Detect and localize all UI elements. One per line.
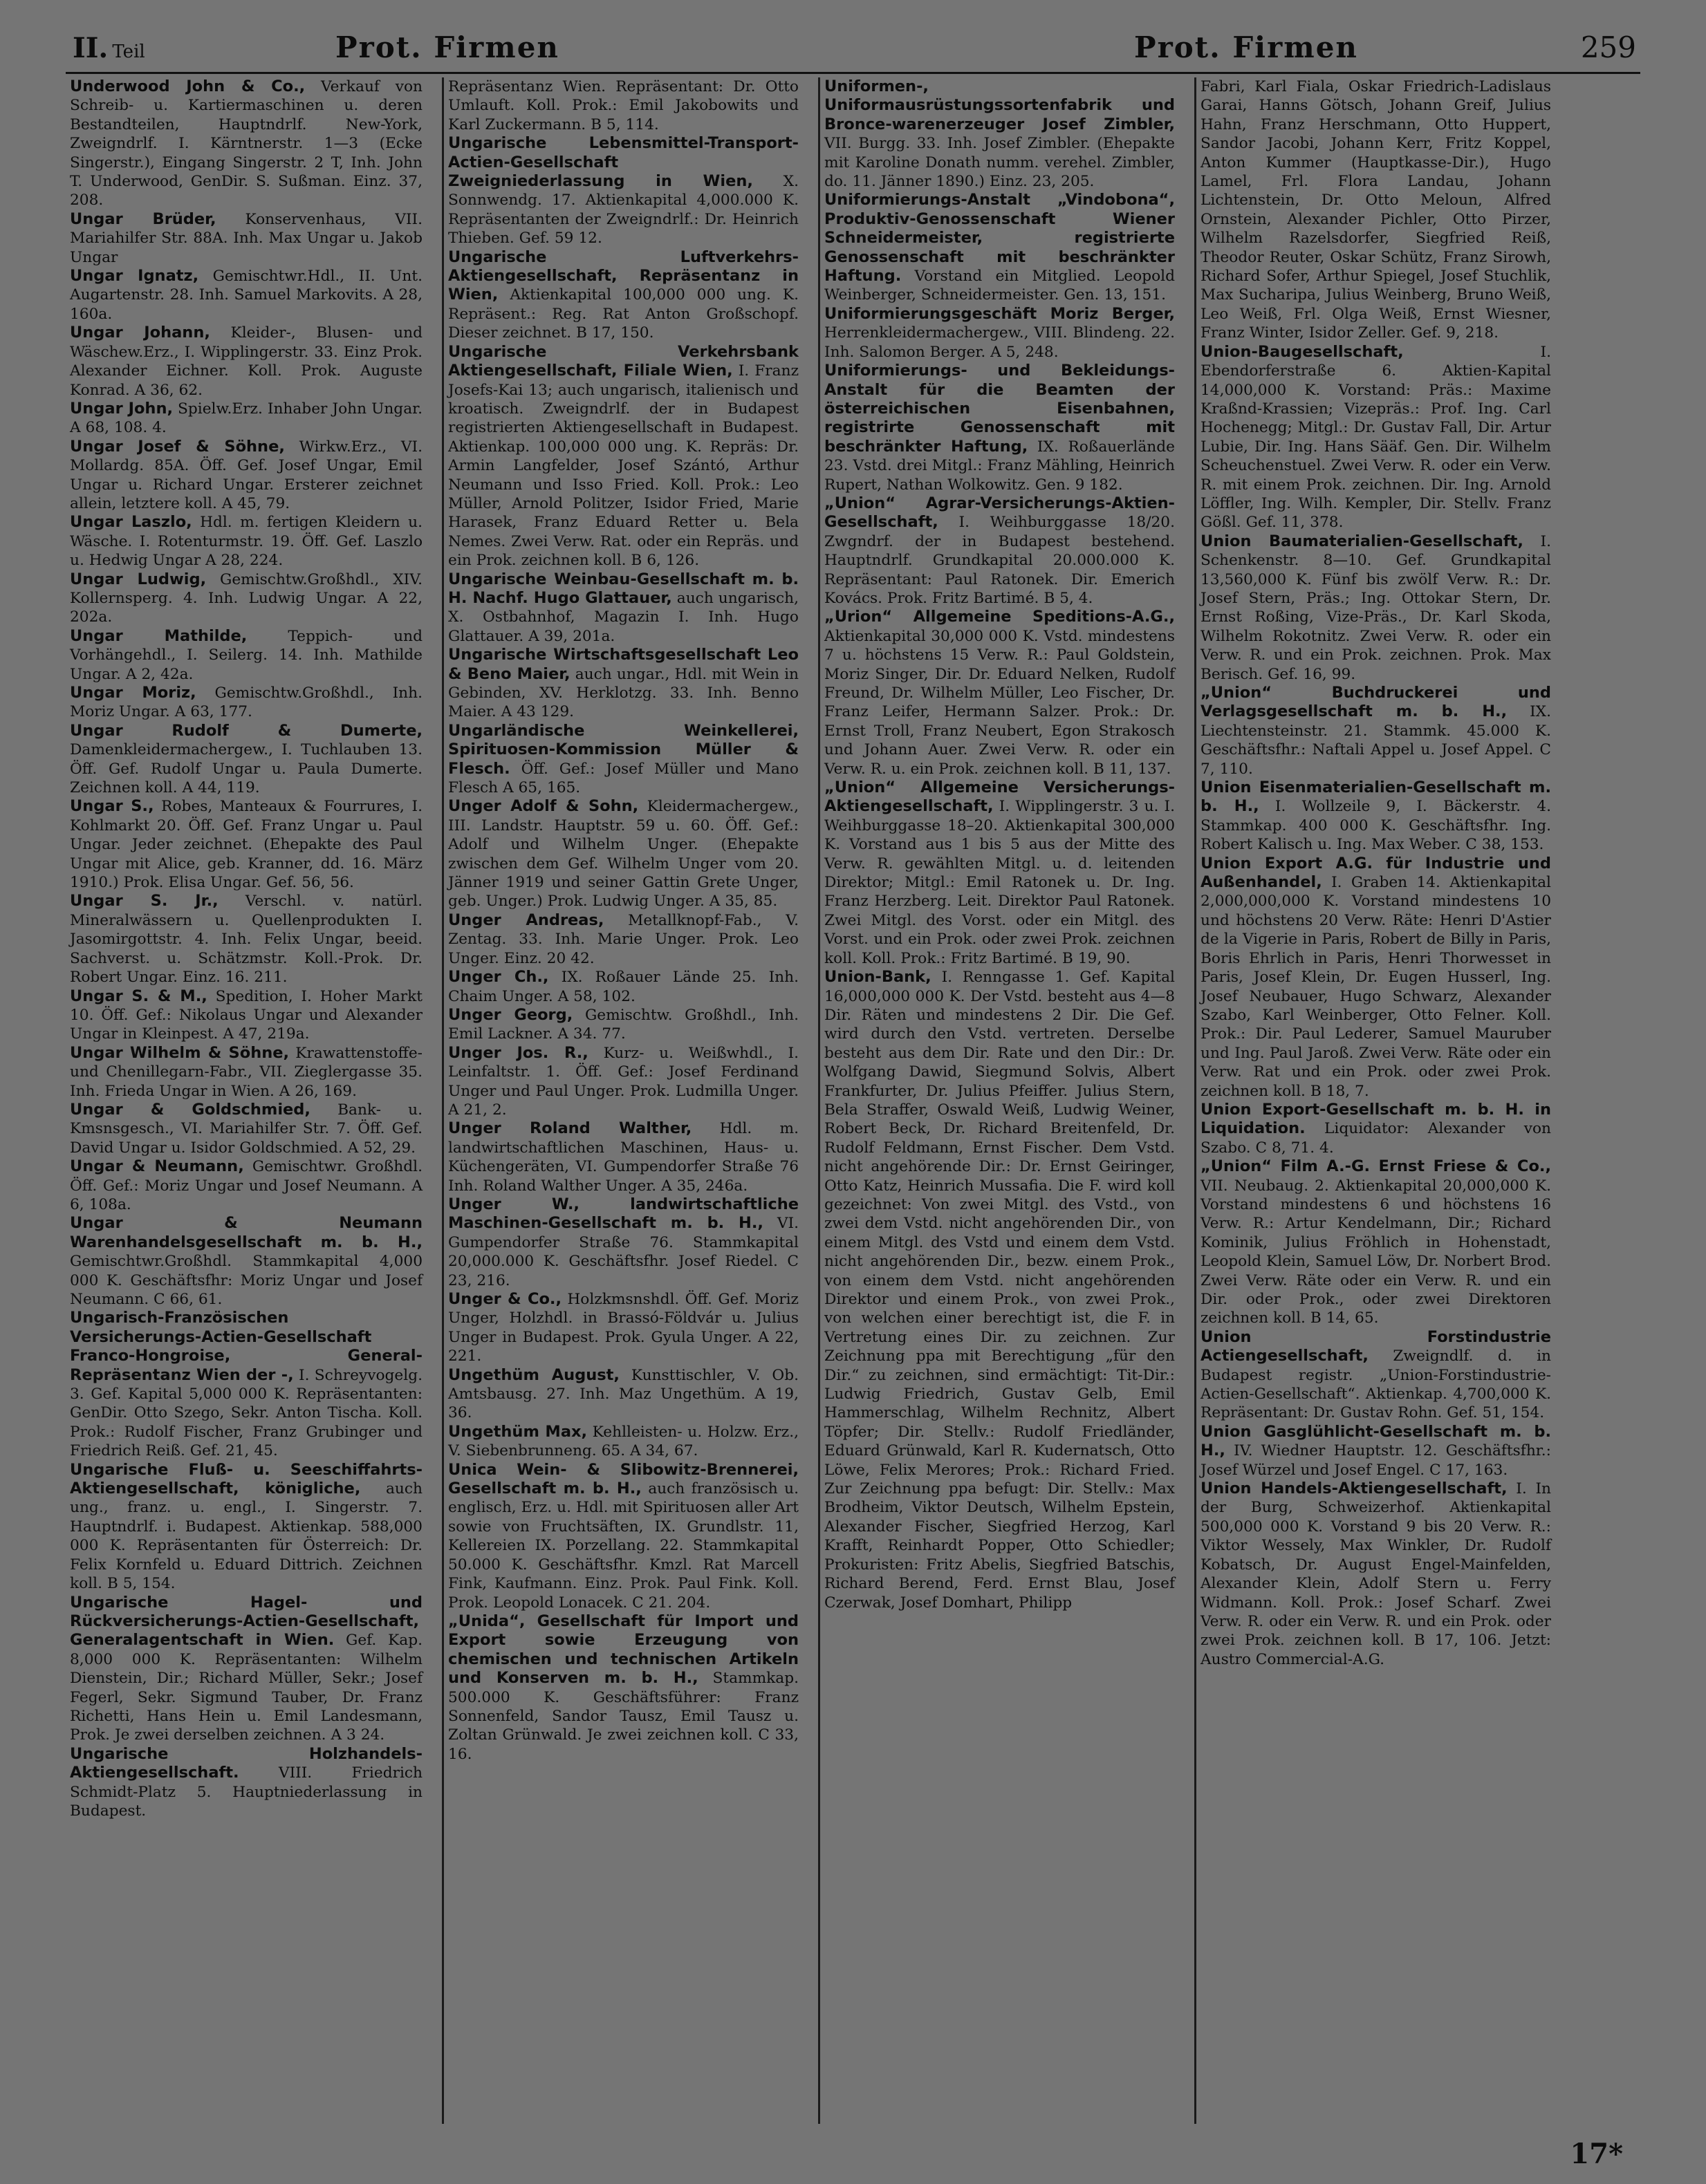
firm-details: Öff. Gef.: Josef Müller und Mano Flesch A 65, 165.	[448, 760, 799, 797]
directory-entry	[70, 1044, 423, 1101]
directory-entry	[448, 1290, 799, 1366]
firm-name: Uniformierungsgeschäft Moriz Berger,	[824, 304, 1175, 323]
firm-details: Gemischtw. Großhdl., Inh. Emil Lackner. A 34. 77.	[448, 1006, 799, 1043]
firm-name: „Union“ Allgemeine Versicherungs-Aktiengesellschaft,	[824, 778, 1175, 816]
firm-name: „Unida“, Gesellschaft für Import und Export sowie Erzeugung von chemischen und technischen Artikeln und Konserven m. b. H.,	[448, 1612, 799, 1688]
firm-name: Unger Ch.,	[448, 968, 549, 987]
directory-entry	[70, 210, 423, 267]
firm-details: Bank- u. Kmsnsgesch., VI. Mariahilfer Str. 7. Öff. Gef. David Ungar u. Isidor Goldschmied. A 52, 29.	[70, 1101, 423, 1157]
directory-entry	[1200, 343, 1551, 532]
firm-name: Unger W., landwirtschaftliche Maschinen-Gesellschaft m. b. H.,	[448, 1195, 799, 1233]
firm-name: Uniformierungs- und Bekleidungs-Anstalt für die Beamten der österreichischen Eisenbahnen, registrirte Genossenschaft mit beschränkter Haftung,	[824, 362, 1175, 456]
directory-columns	[66, 77, 1572, 2131]
directory-entry	[448, 911, 799, 968]
firm-name: Union Export-Gesellschaft m. b. H. in Liquidation.	[1200, 1100, 1551, 1138]
directory-entry	[70, 1594, 423, 1745]
firm-name: Ungar & Neumann,	[70, 1157, 244, 1176]
firm-details: Holzkmsnshdl. Öff. Gef. Moriz Unger, Holzhdl. in Brassó-Földvár u. Julius Unger in Budapest. Prok. Gyula Unger. A 22, 221.	[448, 1291, 799, 1365]
page-number: 259	[1580, 30, 1636, 64]
directory-entry	[448, 248, 799, 343]
directory-entry	[70, 438, 423, 514]
firm-name: Ungar S. & M.,	[70, 987, 207, 1005]
directory-entry	[824, 494, 1175, 608]
directory-entry	[1200, 532, 1551, 684]
directory-entry	[824, 968, 1175, 1612]
firm-name: Ungar S.,	[70, 797, 154, 816]
firm-details: IV. Wiedner Hauptstr. 12. Geschäftsfhr.: Josef Würzel und Josef Engel. C 17, 163.	[1200, 1442, 1551, 1479]
firm-name: Ungar & Goldschmied,	[70, 1100, 310, 1119]
firm-details: IX. Liechtensteinstr. 21. Stammk. 45.000 K. Geschäftsfhr.: Naftali Appel u. Josef Appel. C 7, 110.	[1200, 703, 1551, 778]
firm-details: Kehlleisten- u. Holzw. Erz., V. Siebenbrunneng. 65. A 34, 67.	[448, 1423, 799, 1460]
firm-name: Ungarische Lebensmittel-Transport-Actien-Gesellschaft Zweigniederlassung in Wien,	[448, 134, 799, 191]
firm-name: Union Forstindustrie Actiengesellschaft,	[1200, 1327, 1551, 1365]
firm-details: Damenkleidermachergew., I. Tuchlauben 13. Öff. Gef. Rudolf Ungar u. Paula Dumerte. Zeichnen koll. A 44, 119.	[70, 741, 423, 797]
firm-details: Gemischtw.Großhdl., Inh. Moriz Ungar. A 63, 177.	[70, 684, 423, 721]
directory-entry	[70, 400, 423, 438]
firm-name: Ungarische Holzhandels-Aktiengesellschaft.	[70, 1744, 423, 1782]
firm-name: Ungar Josef & Söhne,	[70, 437, 285, 456]
firm-details: VII. Neubaug. 2. Aktienkapital 20,000,000 K. Vorstand mindestens 6 und höchstens 16 Verw. R.: Artur Kendelmann, Dir.; Richard Kominik, Julius Fröhlich in Hohenstadt, Leopold Klein, Samuel Löw, Dr. Norbert Brod. Zwei Verw. Räte oder ein Verw. R. und ein Dir. oder Prok., oder zwei Direktoren zeichnen koll. B 14, 65.	[1200, 1177, 1551, 1327]
firm-details: IX. Roßauer Lände 25. Inh. Chaim Unger. A 58, 102.	[448, 969, 799, 1005]
firm-name: Union-Baugesellschaft,	[1200, 342, 1404, 361]
page-header	[66, 28, 1640, 74]
firm-name: Ungarische Fluß- u. Seeschiffahrts-Aktiengesellschaft, königliche,	[70, 1460, 423, 1498]
directory-entry	[70, 1309, 423, 1460]
firm-details: I. Schreyvogelg. 3. Gef. Kapital 5,000 000 K. Repräsentanten: GenDir. Otto Szego, Sekr. Anton Tischa. Koll. Prok.: Rudolf Fischer, Franz Grubinger und Friedrich Reiß. Gef. 21, 45.	[70, 1366, 423, 1460]
firm-name: Union Baumaterialien-Gesellschaft,	[1200, 532, 1523, 550]
firm-name: Ungar Brüder,	[70, 209, 216, 228]
firm-details: I. Schenkenstr. 8—10. Gef. Grundkapital 13,560,000 K. Fünf bis zwölf Verw. R.: Dr. Josef Stern, Präs.; Ing. Ottokar Stern, Dr. Ernst Roßing, Vize-Präs., Dr. Karl Skoda, Wilhelm Rokotnitz. Zwei Verw. R. oder ein Verw. R. und ein Prok. zeichnen. Prok. Max Berisch. Gef. 16, 99.	[1200, 532, 1551, 683]
firm-name: Ungarische Verkehrsbank Aktiengesellschaft, Filiale Wien,	[448, 342, 799, 380]
directory-entry	[1200, 1328, 1551, 1423]
firm-details: Gef. Kap. 8,000 000 K. Repräsentanten: Wilhelm Dienstein, Dir.; Richard Müller, Sekr.; Josef Fegerl, Sekr. Sigmund Tauber, Dr. Franz Richetti, Hans Hein u. Emil Landesmann, Prok. Je zwei derselben zeichnen. A 3 24.	[70, 1632, 423, 1744]
firm-name: „Union“ Film A.-G. Ernst Friese & Co.,	[1200, 1157, 1551, 1176]
firm-details: Robes, Manteaux & Fourrures, I. Kohlmarkt 20. Öff. Gef. Franz Ungar u. Paul Ungar. Jeder zeichnet. (Ehepakte des Paul Ungar mit Alice, geb. Kranner, dd. 16. März 1910.) Prok. Elisa Ungar. Gef. 56, 56.	[70, 798, 423, 892]
directory-entry	[824, 191, 1175, 304]
directory-entry	[448, 1423, 799, 1461]
firm-details: Gemischtwr.Großhdl. Stammkapital 4,000 000 K. Geschäftsfhr: Moriz Ungar und Josef Neumann. C 66, 61.	[70, 1253, 423, 1308]
firm-details: Teppich- und Vorhängehdl., I. Seilerg. 14. Inh. Mathilde Ungar. A 2, 42a.	[70, 627, 423, 683]
firm-details: I. Renngasse 1. Gef. Kapital 16,000,000 000 K. Der Vstd. besteht aus 4—8 Dir. Räten und mindestens 2 Dir. Die Gef. wird durch den Vstd. vertreten. Derselbe besteht aus dem Dir. Rate und den Dir.: Dr. Wolfgang Dawid, Siegmund Solvis, Albert Frankfurter, Dr. Julius Pfeiffer. Julius Stern, Bela Straffer, Oswald Weiß, Ludwig Weiner, Robert Beck, Dr. Richard Breitenfeld, Dr. Rudolf Feldmann, Ernst Fischer. Dem Vstd. nicht angehörende Dir.: Dr. Ernst Geiringer, Otto Katz, Heinrich Mussafia. Die F. wird koll gezeichnet: Von zwei Mitgl. des Vstd., von zwei dem Vstd. nicht angehörenden Dir., von einem Mitgl. des Vstd und einem dem Vstd. nicht angehörenden Dir., bezw. einem Prok., von einem dem Vstd. nicht angehörenden Direktor und einem Prok., von zwei Prok., von welchen einer berechtigt ist, die F. in Vertretung eines Dir. zu zeichnen. Zur Zeichnung ppa mit Berechtigung „für den Dir.“ zu zeichnen, sind ermächtigt: Tit-Dir.: Ludwig Friedrich, Gustav Gelb, Emil Hammerschlag, Wilhelm Rechnitz, Albert Töpfer; Dir. Stellv.: Rudolf Friedländer, Eduard Grünwald, Karl R. Kudernatsch, Otto Löwe, Felix Merores; Prok.: Richard Fried. Zur Zeichnung ppa befugt: Dir. Stellv.: Max Brodheim, Viktor Deutsch, Wilhelm Epstein, Alexander Fischer, Siegfried Herzog, Karl Krafft, Reinhardt Popper, Otto Schiedler; Prokuristen: Fritz Abelis, Siegfried Batschis, Richard Berend, Ferd. Ernst Blau, Josef Czerwak, Josef Domhart, Philipp	[824, 969, 1175, 1612]
firm-name: Ungar Moriz,	[70, 684, 196, 702]
directory-entry	[70, 1214, 423, 1309]
directory-entry	[70, 684, 423, 722]
directory-entry	[1200, 1480, 1551, 1669]
directory-entry	[448, 646, 799, 722]
firm-name: Ungethüm Max,	[448, 1422, 588, 1441]
firm-name: Unger Adolf & Sohn,	[448, 797, 639, 816]
directory-entry	[70, 987, 423, 1044]
firm-name: Ungar Wilhelm & Söhne,	[70, 1043, 290, 1062]
firm-details: Kleider-, Blusen- und Wäschew.Erz., I. Wipplingerstr. 33. Einz Prok. Alexander Eichner. Koll. Prok. Auguste Konrad. A 36, 62.	[70, 324, 423, 399]
firm-details: auch ungar., Hdl. mit Wein in Gebinden, XV. Herklotzg. 33. Inh. Benno Maier. A 43 129.	[448, 665, 799, 721]
directory-entry	[1200, 1101, 1551, 1157]
firm-details: Konservenhaus, VII. Mariahilfer Str. 88A. Inh. Max Ungar u. Jakob Ungar	[70, 210, 423, 266]
firm-details: Gemischtwr.Hdl., II. Unt. Augartenstr. 28. Inh. Samuel Markovits. A 28, 160a.	[70, 268, 423, 323]
firm-name: Union Export A.G. für Industrie und Außenhandel,	[1200, 854, 1551, 892]
directory-entry	[448, 1195, 799, 1290]
firm-details: VIII. Friedrich Schmidt-Platz 5. Hauptniederlassung in Budapest.	[70, 1764, 423, 1820]
firm-name: Ungar John,	[70, 399, 174, 418]
directory-entry	[1200, 684, 1551, 778]
running-title-left: Prot. Firmen	[335, 30, 559, 64]
firm-name: Ungethüm August,	[448, 1365, 620, 1384]
firm-name: Ungarische Weinbau-Gesellschaft m. b. H. Nachf. Hugo Glattauer,	[448, 570, 799, 607]
firm-details: Verkauf von Schreib- u. Kartiermaschinen u. deren Bestandteilen, Hauptndrlf. New-York, Zweigndrlf. I. Kärntnerstr. 1—3 (Ecke Singerstr.), Eingang Singerstr. 2 T, Inh. John T. Underwood, GenDir. S. Sußman. Einz. 37, 208.	[70, 78, 423, 209]
firm-details: I. Franz Josefs-Kai 13; auch ungarisch, italienisch und kroatisch. Zweigndrlf. der in Budapest registrierten Aktiengesellschaft in Budapest. Aktienkap. 100,000 000 ung. K. Repräs: Dr. Armin Langfelder, Josef Szántó, Arthur Neumann und Isso Fried. Koll. Prok.: Leo Müller, Arnold Politzer, Isidor Fried, Marie Harasek, Franz Eduard Retter u. Bela Nemes. Zwei Verw. Rat. oder ein Repräs. und ein Prok. zeichnen koll. B 6, 126.	[448, 362, 799, 570]
firm-details: IX. Roßauerlände 23. Vstd. drei Mitgl.: Franz Mähling, Heinrich Rupert, Nathan Wolkowitz. Gen. 9 182.	[824, 438, 1175, 494]
firm-details: Hdl. m. fertigen Kleidern u. Wäsche. I. Rotenturmstr. 19. Öff. Gef. Laszlo u. Hedwig Ungar A 28, 224.	[70, 514, 423, 570]
firm-name: Ungarisch-Französischen Versicherungs-Actien-Gesellschaft Franco-Hongroise, General-Repräsentanz Wien der -,	[70, 1309, 423, 1384]
firm-details: I. Graben 14. Aktienkapital 2,000,000,000 K. Vorstand mindestens 10 und höchstens 20 Verw. Räte: Henri D'Astier de la Vigerie in Paris, Robert de Billy in Paris, Boris Ehrlich in Paris, Henri Thorwesset in Paris, Josef Klein, Dr. Eugen Husserl, Ing. Josef Neubauer, Hugo Schwarz, Alexander Szabo, Karl Weinberger, Otto Felner. Koll. Prok.: Dir. Paul Lederer, Samuel Mauruber und Ing. Paul Jaroß. Zwei Verw. Räte oder ein Verw. Rat und ein Prok. oder zwei Prok. zeichnen koll. B 18, 7.	[1200, 874, 1551, 1100]
firm-name: Ungar Ludwig,	[70, 570, 207, 588]
firm-name: Ungarische Wirtschaftsgesellschaft Leo & Beno Maier,	[448, 646, 799, 683]
firm-details: Fabri, Karl Fiala, Oskar Friedrich-Ladislaus Garai, Hanns Götsch, Johann Greif, Julius Hahn, Franz Herschmann, Otto Huppert, Sandor Jacobi, Johann Kerr, Fritz Koppel, Anton Kummer (Hauptkasse-Dir.), Hugo Lamel, Frl. Flora Landau, Johann Lichtenstein, Dr. Otto Meloun, Alfred Ornstein, Alexander Pichler, Otto Pirzer, Wilhelm Razelsdorfer, Siegfried Reiß, Theodor Reuter, Oskar Schütz, Franz Sirowh, Richard Sofer, Arthur Spiegel, Josef Stuchlik, Max Sucharipa, Julius Weinberg, Bruno Weiß, Leo Weiß, Frl. Olga Weiß, Ernst Wiesner, Franz Winter, Isidor Zeller. Gef. 9, 218.	[1200, 78, 1551, 342]
directory-entry	[448, 1366, 799, 1423]
firm-details: Liquidator: Alexander von Szabo. C 8, 71. 4.	[1200, 1120, 1551, 1157]
firm-details: Zweigndlf. d. in Budapest registr. „Union-Forstindustrie-Actien-Gesellschaft“. Aktienkap. 4,700,000 K. Repräsentant: Dr. Gustav Rohn. Gef. 51, 154.	[1200, 1347, 1551, 1422]
firm-details: I. Wipplingerstr. 3 u. I. Weihburggasse 18–20. Aktienkapital 300,000 K. Vorstand aus 1 bis 5 aus der Mitte des Verw. R. gewählten Mitgl. u. d. leitenden Direktor; Mitgl.: Emil Ratonek u. Dr. Ing. Franz Herzberg. Leit. Direktor Paul Ratonek. Zwei Mitgl. des Vorst. oder ein Mitgl. des Vorst. und ein Prok. oder zwei Prok. zeichnen koll. Koll. Prok.: Fritz Bartimé. B 19, 90.	[824, 798, 1175, 967]
firm-details: Vorstand ein Mitglied. Leopold Weinberger, Schneidermeister. Gen. 13, 151.	[824, 268, 1175, 304]
directory-entry	[70, 1101, 423, 1157]
firm-details: Metallknopf-Fab., V. Zentag. 33. Inh. Marie Unger. Prok. Leo Unger. Einz. 20 42.	[448, 911, 799, 967]
directory-entry	[448, 1461, 799, 1612]
firm-details: X. Sonnwendg. 17. Aktienkapital 4,000.000 K. Repräsentanten der Zweigndrlf.: Dr. Heinrich Thieben. Gef. 59 12.	[448, 173, 799, 248]
directory-entry	[70, 892, 423, 987]
firm-details: I. Ebendorferstraße 6. Aktien-Kapital 14,000,000 K. Vorstand: Präs.: Maxime Kraßnd-Krassien; Vizepräs.: Prof. Ing. Carl Hochenegg; Mitgl.: Dr. Gustav Fall, Dir. Artur Lubie, Dir. Ing. Hans Sääf. Gen. Dir. Wilhelm Scheuchenstuel. Zwei Verw. R. oder ein Verw. R. mit einem Prok. zeichnen. Dir. Ing. Arnold Löffler, Ing. Wilh. Kempler, Dir. Stellv. Franz Gößl. Gef. 11, 378.	[1200, 343, 1551, 532]
directory-entry	[70, 1157, 423, 1214]
directory-entry	[824, 305, 1175, 362]
directory-entry	[448, 570, 799, 646]
firm-name: „Union“ Buchdruckerei und Verlagsgesellschaft m. b. H.,	[1200, 684, 1551, 721]
firm-name: Union Gasglühlicht-Gesellschaft m. b. H.,	[1200, 1422, 1551, 1460]
firm-name: Ungarische Luftverkehrs-Aktiengesellschaft, Repräsentanz in Wien,	[448, 248, 799, 304]
firm-name: Ungar Rudolf & Dumerte,	[70, 721, 423, 740]
directory-entry	[448, 1044, 799, 1120]
directory-entry	[70, 1461, 423, 1594]
directory-entry	[70, 722, 423, 798]
firm-name: Ungarische Hagel- und Rückversicherungs-Actien-Gesellschaft, Generalagentschaft in Wien.	[70, 1593, 423, 1650]
firm-details: auch ungarisch, X. Ostbahnhof, Magazin I. Inh. Hugo Glattauer. A 39, 201a.	[448, 589, 799, 645]
firm-details: Krawattenstoffe- und Chenillegarn-Fabr., VII. Zieglergasse 35. Inh. Frieda Ungar in Wien. A 26, 169.	[70, 1044, 423, 1100]
directory-entry	[1200, 1423, 1551, 1480]
firm-details: I. Weihburggasse 18/20. Zwgndrf. der in Budapest bestehend. Hauptndrlf. Grundkapital 20.000.000 K. Repräsentant: Paul Ratonek. Dir. Emerich Kovács. Prok. Fritz Bartimé. B 5, 4.	[824, 514, 1175, 607]
firm-details: Kleidermachergew., III. Landstr. Hauptstr. 59 u. 60. Öff. Gef.: Adolf und Wilhelm Unger. (Ehepakte zwischen dem Gef. Wilhelm Unger vom 20. Jänner 1919 und seiner Gattin Grete Unger, geb. Unger.) Prok. Ludwig Unger. A 35, 85.	[448, 798, 799, 911]
directory-entry	[70, 77, 423, 210]
directory-entry	[824, 362, 1175, 494]
column-3	[818, 77, 1179, 2124]
directory-entry	[824, 608, 1175, 778]
firm-name: Underwood John & Co.,	[70, 77, 306, 95]
directory-entry	[448, 968, 799, 1006]
firm-name: Ungar Ignatz,	[70, 267, 199, 286]
directory-entry	[70, 513, 423, 570]
firm-name: Unica Wein- & Slibowitz-Brennerei, Gesellschaft m. b. H.,	[448, 1460, 799, 1498]
firm-name: Uniformierungs-Anstalt „Vindobona“, Produktiv-Genossenschaft Wiener Schneidermeister, registrierte Genossenschaft mit beschränkter Haftung.	[824, 191, 1175, 286]
firm-details: Kurz- u. Weißwhdl., I. Leinfaltstr. 1. Öff. Gef.: Josef Ferdinand Unger und Paul Unger. Prok. Ludmilla Unger. A 21, 2.	[448, 1044, 799, 1119]
firm-name: Union-Bank,	[824, 968, 931, 987]
directory-entry	[448, 797, 799, 911]
firm-details: Gemischtw.Großhdl., XIV. Kollernsperg. 4. Inh. Ludwig Ungar. A 22, 202a.	[70, 570, 423, 626]
directory-entry	[448, 77, 799, 134]
directory-entry	[448, 1119, 799, 1195]
column-4	[1194, 77, 1555, 2124]
firm-details: Spielw.Erz. Inhaber John Ungar. A 68, 108. 4.	[70, 400, 423, 437]
firm-name: Ungarländische Weinkellerei, Spirituosen-Kommission Müller & Flesch.	[448, 721, 799, 778]
directory-entry	[1200, 855, 1551, 1101]
column-1	[66, 77, 427, 2124]
firm-details: Stammkap. 500.000 K. Geschäftsführer: Franz Sonnenfeld, Sandor Tausz, Emil Tausz u. Zoltan Grünwald. Je zwei zeichnen koll. C 33, 16.	[448, 1670, 799, 1763]
firm-details: VII. Burgg. 33. Inh. Josef Zimbler. (Ehepakte mit Karoline Donath numm. verehel. Zimbler, do. 11. Jänner 1890.) Einz. 23, 205.	[824, 135, 1175, 191]
directory-entry	[448, 1006, 799, 1044]
directory-entry	[70, 267, 423, 324]
directory-entry	[1200, 1157, 1551, 1328]
firm-name: Ungar Laszlo,	[70, 513, 192, 532]
directory-entry	[70, 324, 423, 400]
directory-entry	[70, 570, 423, 627]
directory-entry	[70, 797, 423, 892]
firm-details: Verschl. v. natürl. Mineralwässern u. Quellenprodukten I. Jasomirgottstr. 4. Inh. Felix Ungar, beeid. Sachverst. u. Schätzmstr. Koll.-Prok. Dr. Robert Ungar. Einz. 16. 211.	[70, 893, 423, 987]
firm-name: Unger Andreas,	[448, 911, 604, 929]
firm-details: Kunsttischler, V. Ob. Amtsbausg. 27. Inh. Maz Ungethüm. A 19, 36.	[448, 1366, 799, 1422]
firm-name: Unger Roland Walther,	[448, 1119, 692, 1138]
firm-details: Hdl. m. landwirtschaftlichen Maschinen, Haus- u. Küchengeräten, VI. Gumpendorfer Straße 76 Inh. Roland Walther Unger. A 35, 246a.	[448, 1120, 799, 1195]
firm-details: auch ung., franz. u. engl., I. Singerstr. 7. Hauptndrlf. i. Budapest. Aktienkap. 588,000 000 K. Repräsentanten für Österreich: Dr. Felix Kornfeld u. Eduard Dittrich. Zeichnen koll. B 5, 154.	[70, 1480, 423, 1593]
sheet-signature-mark: 17*	[1570, 2138, 1623, 2170]
directory-entry	[448, 343, 799, 570]
column-2	[442, 77, 803, 2124]
directory-entry	[448, 1612, 799, 1764]
directory-entry	[824, 778, 1175, 968]
firm-details: I. In der Burg, Schweizerhof. Aktienkapital 500,000 000 K. Vorstand 9 bis 20 Verw. R.: Viktor Wessely, Max Winkler, Dr. Rudolf Kobatsch, Dr. August Engel-Mainfelden, Alexander Klein, Adolf Stern u. Ferry Widmann. Koll. Prok.: Josef Scharf. Zwei Verw. R. oder ein Verw. R. und ein Prok. oder zwei Prok. zeichnen koll. B 17, 106. Jetzt: Austro Commercial-A.G.	[1200, 1480, 1551, 1668]
firm-details: Wirkw.Erz., VI. Mollardg. 85A. Öff. Gef. Josef Ungar, Emil Ungar u. Richard Ungar. Ersterer zeichnet allein, letztere koll. A 45, 79.	[70, 438, 423, 512]
firm-details: Aktienkapital 30,000 000 K. Vstd. mindestens 7 u. höchstens 15 Verw. R.: Paul Goldstein, Moriz Singer, Dir. Dr. Eduard Nelken, Rudolf Freund, Dr. Wilhelm Müller, Leo Fischer, Dr. Franz Leifer, Hermann Salzer. Prok.: Dr. Ernst Troll, Franz Neubert, Egon Strakosch und Johann Auer. Zwei Verw. R. oder ein Verw. R. u. ein Prok. zeichnen koll. B 11, 137.	[824, 627, 1175, 778]
firm-name: Unger Jos. R.,	[448, 1043, 588, 1062]
firm-details: Spedition, I. Hoher Markt 10. Öff. Gef.: Nikolaus Ungar und Alexander Ungar in Kleinpest. A 47, 219a.	[70, 987, 423, 1043]
firm-name: Union Eisenmaterialien-Gesellschaft m. b. H.,	[1200, 778, 1551, 816]
directory-entry	[824, 77, 1175, 191]
firm-details: VI. Gumpendorfer Straße 76. Stammkapital 20,000.000 K. Geschäftsfhr. Josef Riedel. C 23, 216.	[448, 1215, 799, 1289]
firm-name: „Urion“ Allgemeine Speditions-A.G.,	[824, 608, 1175, 626]
directory-entry	[448, 722, 799, 798]
firm-name: Union Handels-Aktiengesellschaft,	[1200, 1480, 1508, 1498]
part-label: II. Teil	[73, 32, 145, 64]
firm-name: Unger & Co.,	[448, 1290, 562, 1308]
firm-name: Ungar & Neumann Warenhandelsgesellschaft m. b. H.,	[70, 1214, 423, 1251]
directory-entry	[1200, 77, 1551, 343]
firm-name: Ungar Johann,	[70, 324, 210, 342]
firm-details: Herrenkleidermachergew., VIII. Blindeng. 22. Inh. Salomon Berger. A 5, 248.	[824, 324, 1175, 361]
directory-entry	[1200, 778, 1551, 855]
firm-name: Unger Georg,	[448, 1005, 573, 1024]
firm-details: Gemischtwr. Großhdl. Öff. Gef.: Moriz Ungar und Josef Neumann. A 6, 108a.	[70, 1158, 423, 1213]
directory-entry	[448, 134, 799, 248]
firm-details: Repräsentanz Wien. Repräsentant: Dr. Otto Umlauft. Koll. Prok.: Emil Jakobowits und Karl Zuckermann. B 5, 114.	[448, 78, 799, 133]
firm-details: Aktienkapital 100,000 000 ung. K. Repräsent.: Reg. Rat Anton Großschopf. Dieser zeichnet. B 17, 150.	[448, 286, 799, 342]
firm-name: Ungar S. Jr.,	[70, 892, 219, 911]
firm-details: I. Wollzeile 9, I. Bäckerstr. 4. Stammkap. 400 000 K. Geschäftsfhr. Ing. Robert Kalisch u. Ing. Max Weber. C 38, 153.	[1200, 798, 1551, 854]
firm-details: auch französisch u. englisch, Erz. u. Hdl. mit Spirituosen aller Art sowie von Fruchtsäften, IX. Grundlstr. 11, Kellereien IX. Porzellang. 22. Stammkapital 50.000 K. Geschäftsfhr. Kmzl. Rat Marcell Fink, Kaufmann. Einz. Prok. Paul Fink. Koll. Prok. Leopold Lonacek. C 21. 204.	[448, 1480, 799, 1612]
firm-name: Uniformen-, Uniformausrüstungssortenfabrik und Bronce-warenerzeuger Josef Zimbler,	[824, 77, 1175, 133]
running-title-right: Prot. Firmen	[1134, 30, 1358, 64]
firm-name: „Union“ Agrar-Versicherungs-Aktien-Gesellschaft,	[824, 494, 1175, 532]
directory-entry	[70, 627, 423, 684]
firm-name: Ungar Mathilde,	[70, 626, 248, 645]
directory-entry	[70, 1745, 423, 1821]
